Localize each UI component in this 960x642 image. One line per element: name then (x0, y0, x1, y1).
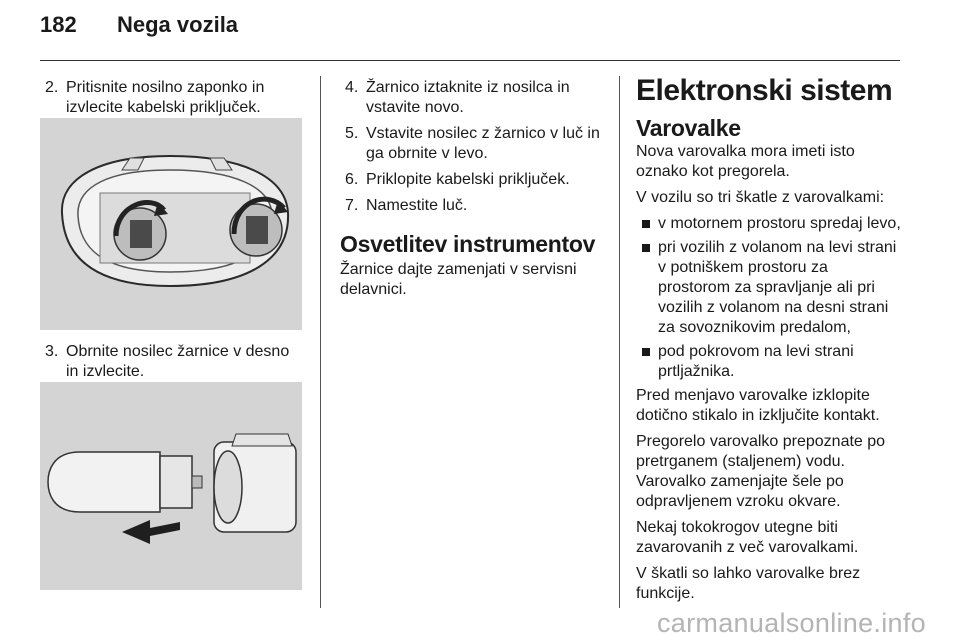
step-3 (40, 342, 306, 382)
step-text: Obrnite nosilec žarnice v desno in izvlecite. (66, 343, 290, 380)
header-rule (40, 60, 900, 61)
step-text: Žarnico iztaknite iz nosilca in vstavite novo. (366, 79, 570, 116)
column-divider-1 (320, 76, 321, 608)
step-text: Priklopite kabelski priključek. (366, 171, 570, 188)
paragraph: Žarnice dajte zamenjati v servisni delavnici. (340, 261, 577, 298)
paragraph: V škatli so lahko varovalke brez funkcije. (636, 565, 861, 602)
paragraph: Nekaj tokokrogov utegne biti zavarovanih z več varovalkami. (636, 519, 859, 556)
lamp-housing-illustration (40, 118, 302, 330)
section-heading-instrument-lighting: Osvetlitev instrumentov (340, 231, 596, 257)
bullet-square (642, 244, 650, 252)
page-title: Nega vozila (117, 12, 239, 37)
bullet-text: pri vozilih z volanom na levi strani v potniškem prostoru za prostorom za spravljanje ali pri vozilih z volanom na desni strani za sovoznikovim predalom, (658, 239, 897, 336)
paragraph: Pregorelo varovalko prepoznate po pretrganem (staljenem) vodu. Varovalko zamenjajte šele po odpravljenem vzroku okvare. (636, 433, 886, 510)
bullet-text: pod pokrovom na levi strani prtljažnika. (658, 343, 854, 380)
step-number: 4. (345, 79, 359, 96)
bullet-item (636, 342, 904, 382)
bullet-square (642, 348, 650, 356)
step-text: Pritisnite nosilno zaponko in izvlecite kabelski priključek. (66, 79, 265, 116)
paragraph: Nova varovalka mora imeti isto oznako kot pregorela. (636, 143, 855, 180)
paragraph: V vozilu so tri škatle z varovalkami: (636, 189, 885, 206)
section-heading-electronic-system: Elektronski sistem (636, 74, 893, 107)
column-divider-2 (619, 76, 620, 608)
step-text: Vstavite nosilec z žarnico v luč in ga obrnite v levo. (366, 125, 600, 162)
bullet-item (636, 214, 904, 234)
bulb-socket-illustration (40, 382, 302, 590)
step-number: 7. (345, 197, 359, 214)
step-number: 6. (345, 171, 359, 188)
step-7 (340, 196, 606, 216)
bullet-item (636, 238, 904, 338)
step-number: 3. (45, 343, 59, 360)
lamp-housing-drawing (40, 118, 302, 330)
step-6 (340, 170, 606, 190)
subheading-fuses: Varovalke (636, 115, 741, 141)
step-number: 2. (45, 79, 59, 96)
step-2 (40, 78, 306, 118)
middle-column (340, 78, 606, 306)
step-5 (340, 124, 606, 164)
bullet-text: v motornem prostoru spredaj levo, (658, 215, 901, 232)
watermark: carmanualsonline.info (657, 608, 926, 638)
paragraph: Pred menjavo varovalke izklopite dotično stikalo in izključite kontakt. (636, 387, 880, 424)
right-column (636, 74, 904, 610)
page-number: 182 (40, 12, 77, 37)
bulb-socket-drawing (40, 382, 302, 590)
step-number: 5. (345, 125, 359, 142)
step-4 (340, 78, 606, 118)
bullet-square (642, 220, 650, 228)
step-text: Namestite luč. (366, 197, 468, 214)
